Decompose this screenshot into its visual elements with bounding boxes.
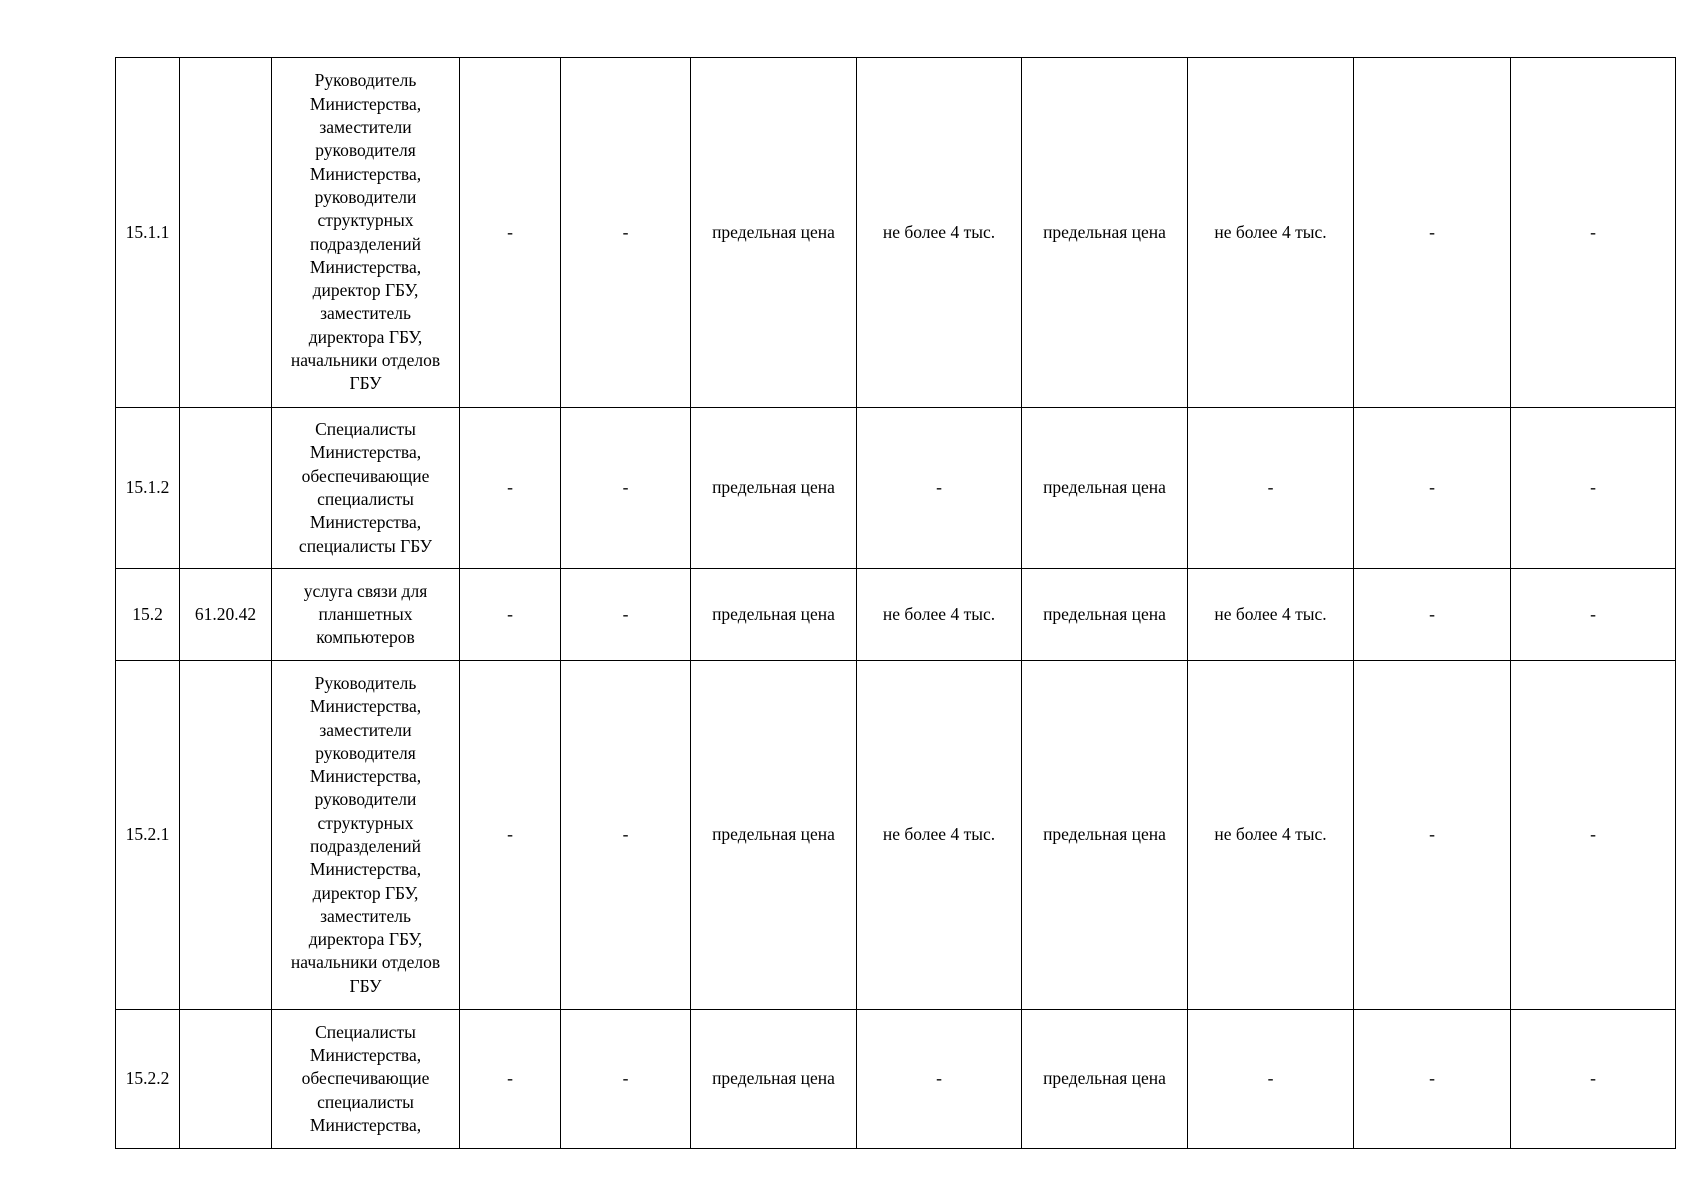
value-cell: не более 4 тыс. [1188,58,1354,408]
value-cell: - [460,661,561,1010]
row-number-cell: 15.1.1 [116,58,180,408]
position-description-cell: Специалисты Министерства, обеспечивающие специалисты Министерства, [272,1010,460,1149]
value-cell: не более 4 тыс. [1188,661,1354,1010]
value-cell: предельная цена [691,1010,857,1149]
value-cell: - [1354,58,1511,408]
value-cell: - [1354,661,1511,1010]
value-cell: - [460,569,561,661]
price-limits-table [115,57,1676,1149]
value-cell: - [1354,569,1511,661]
okpd-code-cell [180,661,272,1010]
row-number-cell: 15.2.2 [116,1010,180,1149]
value-cell: - [561,661,691,1010]
value-cell: предельная цена [691,408,857,569]
value-cell: не более 4 тыс. [857,661,1022,1010]
okpd-code-cell [180,1010,272,1149]
table-row [116,408,1676,569]
value-cell: - [460,58,561,408]
value-cell: предельная цена [691,569,857,661]
value-cell: предельная цена [1022,661,1188,1010]
value-cell: - [1511,1010,1676,1149]
value-cell: - [1354,408,1511,569]
position-description-cell: услуга связи для планшетных компьютеров [272,569,460,661]
value-cell: предельная цена [1022,1010,1188,1149]
value-cell: - [1511,569,1676,661]
table-row [116,58,1676,408]
table-row [116,569,1676,661]
value-cell: - [1188,408,1354,569]
value-cell: не более 4 тыс. [857,569,1022,661]
value-cell: - [460,1010,561,1149]
value-cell: предельная цена [1022,408,1188,569]
value-cell: предельная цена [1022,569,1188,661]
row-number-cell: 15.1.2 [116,408,180,569]
value-cell: - [1511,408,1676,569]
value-cell: - [1354,1010,1511,1149]
value-cell: - [561,1010,691,1149]
value-cell: - [561,569,691,661]
row-number-cell: 15.2.1 [116,661,180,1010]
table-row [116,661,1676,1010]
value-cell: не более 4 тыс. [857,58,1022,408]
value-cell: - [1188,1010,1354,1149]
value-cell: - [460,408,561,569]
okpd-code-cell [180,58,272,408]
position-description-cell: Руководитель Министерства, заместители руководителя Министерства, руководители структурных подразделений Министерства, директор ГБУ, заместитель директора ГБУ, начальники отделов ГБУ [272,661,460,1010]
value-cell: - [561,408,691,569]
value-cell: - [561,58,691,408]
position-description-cell: Руководитель Министерства, заместители руководителя Министерства, руководители структурных подразделений Министерства, директор ГБУ, заместитель директора ГБУ, начальники отделов ГБУ [272,58,460,408]
value-cell: предельная цена [691,58,857,408]
okpd-code-cell [180,408,272,569]
value-cell: предельная цена [691,661,857,1010]
row-number-cell: 15.2 [116,569,180,661]
position-description-cell: Специалисты Министерства, обеспечивающие специалисты Министерства, специалисты ГБУ [272,408,460,569]
value-cell: - [1511,58,1676,408]
okpd-code-cell: 61.20.42 [180,569,272,661]
table-row [116,1010,1676,1149]
value-cell: - [857,1010,1022,1149]
value-cell: - [1511,661,1676,1010]
value-cell: предельная цена [1022,58,1188,408]
value-cell: - [857,408,1022,569]
value-cell: не более 4 тыс. [1188,569,1354,661]
